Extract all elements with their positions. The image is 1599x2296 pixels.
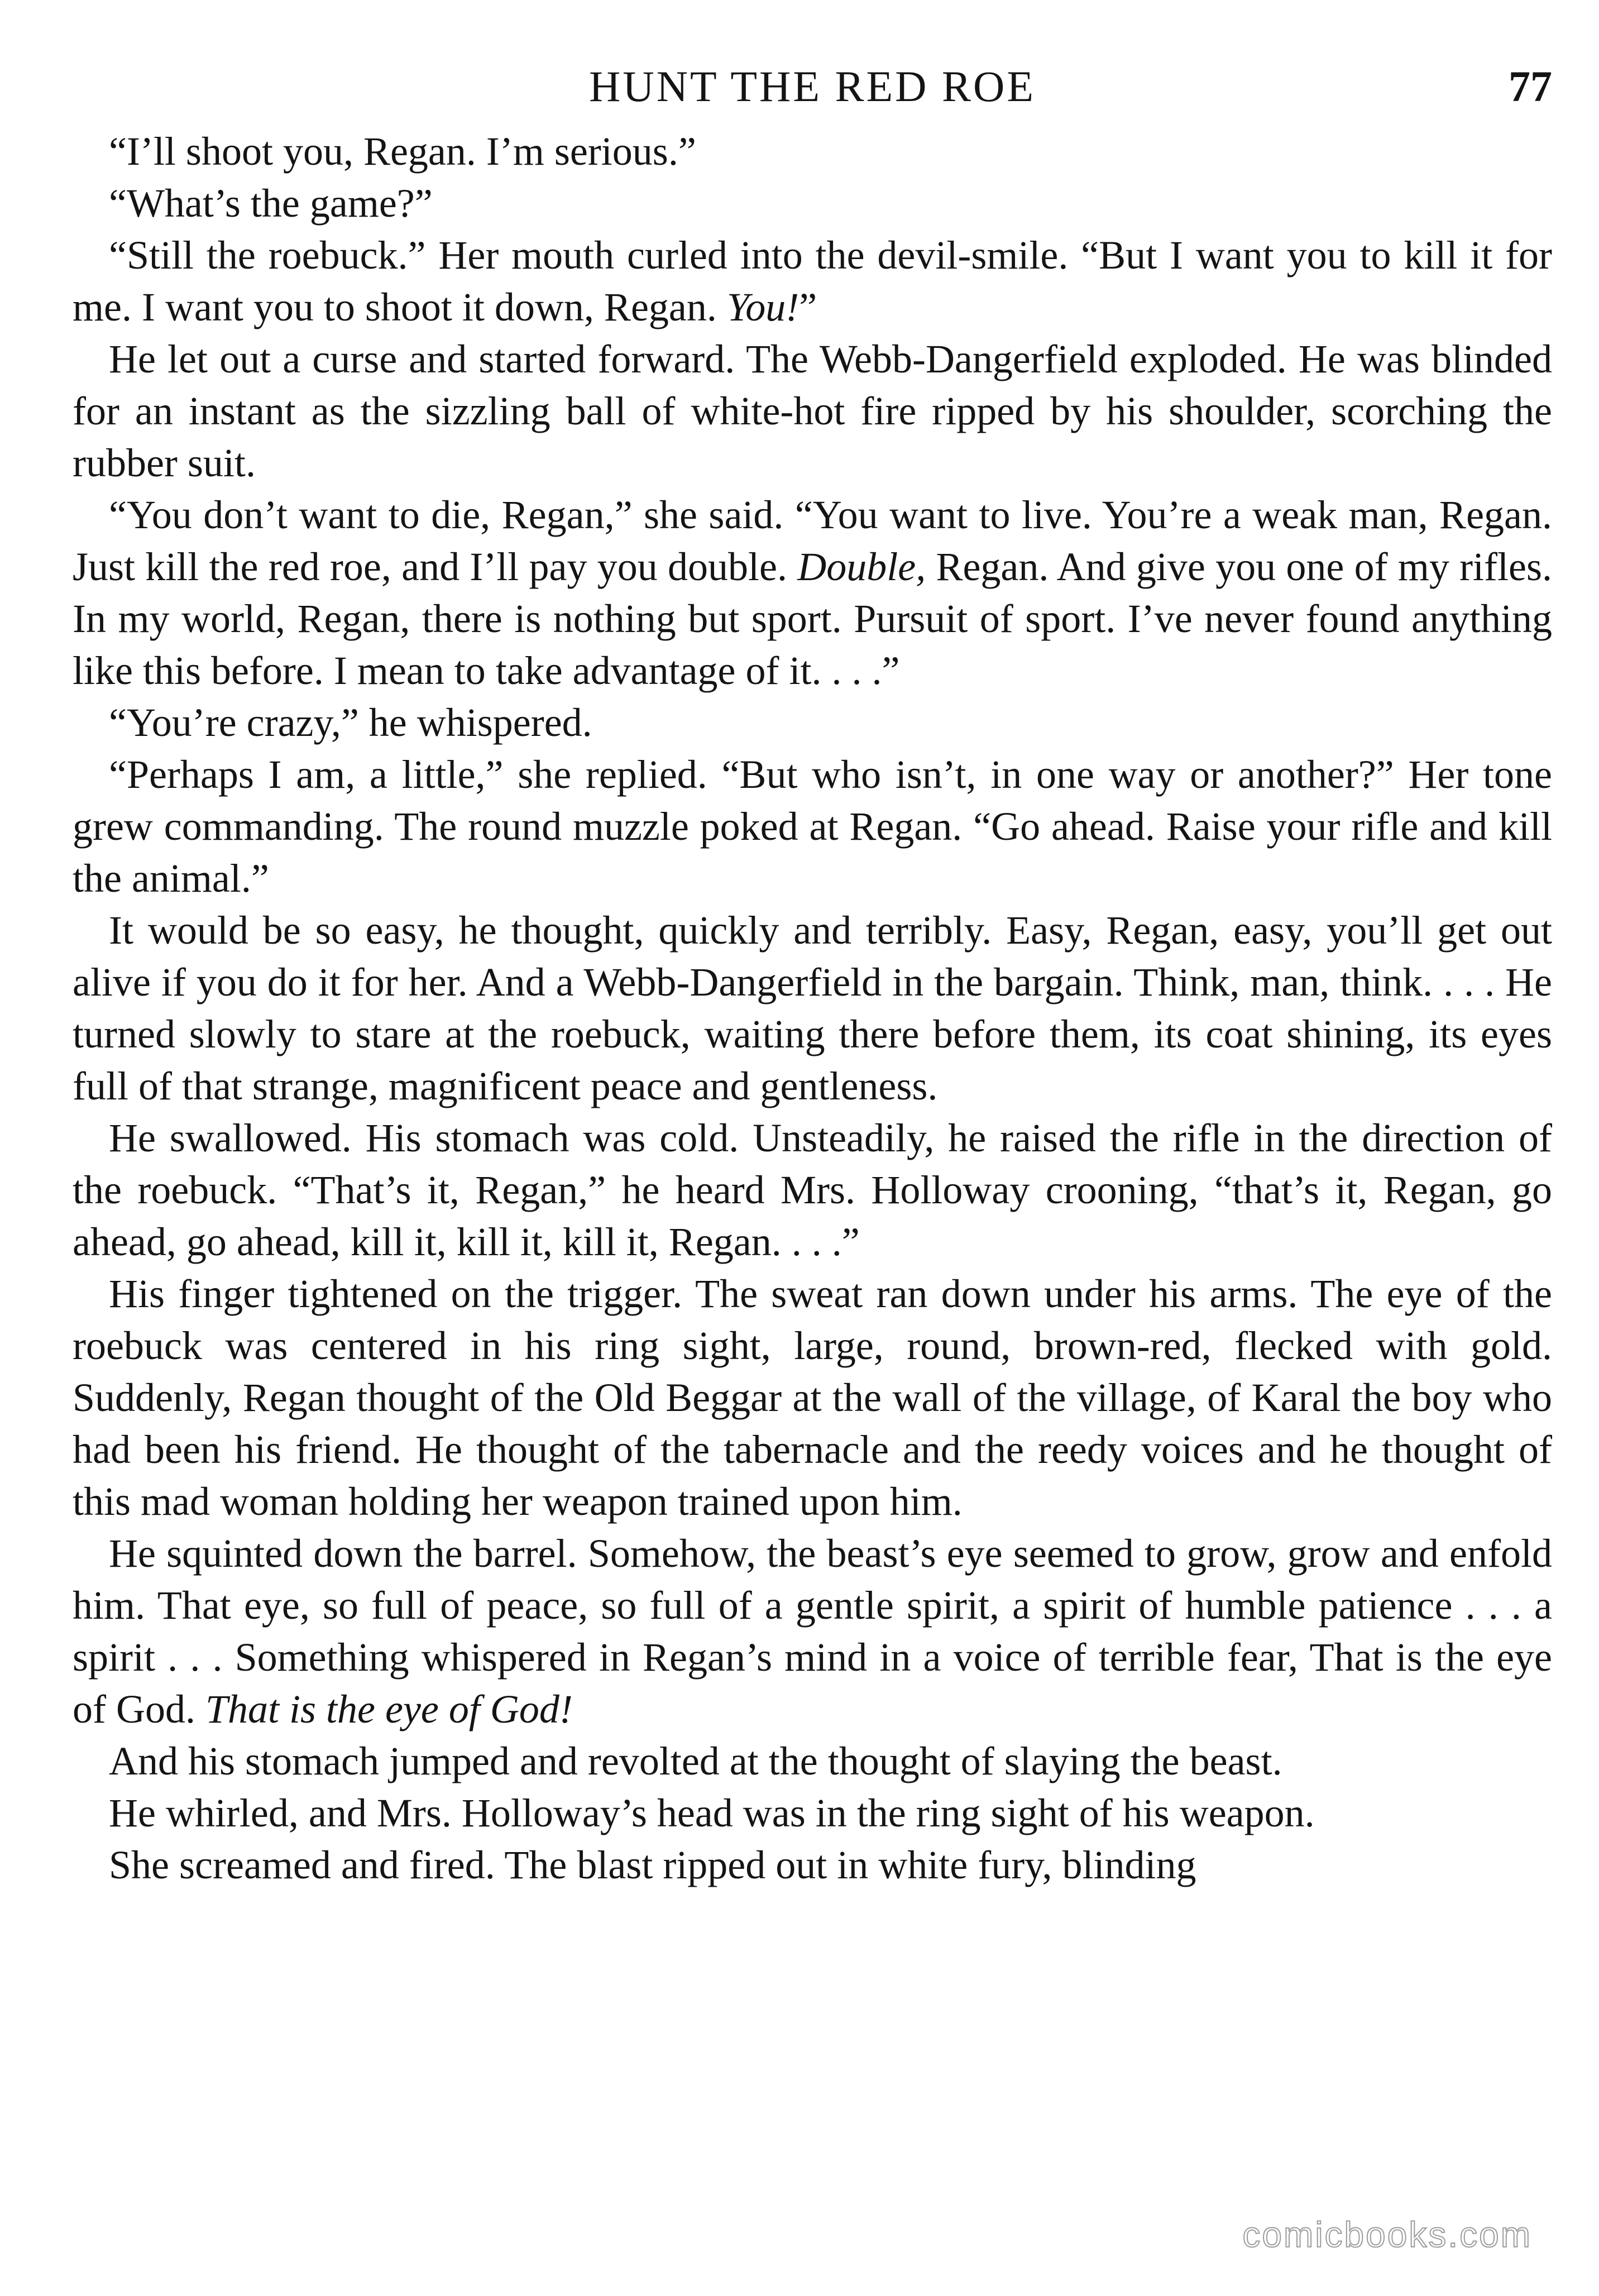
paragraph xyxy=(73,749,1552,905)
paragraph xyxy=(73,1528,1552,1735)
italic-text-run: Double, xyxy=(797,544,926,589)
paragraph xyxy=(73,1268,1552,1528)
paragraph xyxy=(73,697,1552,749)
running-title: HUNT THE RED ROE xyxy=(589,62,1036,111)
page-number: 77 xyxy=(1509,62,1552,111)
text-run: He squinted down the barrel. Somehow, the beast’s eye seemed to grow, grow and enfold him. That eye, so full of peace, so full of a gentle spirit, a spirit of humble patience . . . a spirit . . . Something whispered in Regan’s mind in a voice of terrible fear, That is the eye of God. xyxy=(73,1531,1552,1731)
text-run: He swallowed. His stomach was cold. Unsteadily, he raised the rifle in the direction of the roebuck. “That’s it, Regan,” he heard Mrs. Holloway crooning, “that’s it, Regan, go ahead, go ahead, kill it, kill it, kill it, Regan. . . .” xyxy=(73,1116,1552,1264)
paragraph xyxy=(73,333,1552,489)
paragraph xyxy=(73,1735,1552,1787)
paragraph xyxy=(73,1112,1552,1268)
watermark: comicbooks.com xyxy=(1242,2214,1532,2255)
paragraph xyxy=(73,229,1552,333)
text-run: He let out a curse and started forward. The Webb-Dangerfield exploded. He was blinded for an instant as the sizzling ball of white-hot fire ripped by his shoulder, scorching the rubber suit. xyxy=(73,337,1552,485)
text-run: Regan. And give you one of my rifles. In my world, Regan, there is nothing but sport. Pursuit of sport. I’ve never found anything like this before. I mean to take advantage of it. . . .” xyxy=(73,544,1553,693)
paragraph xyxy=(73,905,1552,1112)
text-run: ” xyxy=(799,285,817,329)
italic-text-run: You! xyxy=(726,285,800,329)
text-run: “You don’t want to die, Regan,” she said. “You want to live. You’re a weak man, Regan. Just kill the red roe, and I’ll pay you double. xyxy=(73,492,1552,589)
running-head xyxy=(73,53,1552,120)
text-run: It would be so easy, he thought, quickly and terribly. Easy, Regan, easy, you’ll get out alive if you do it for her. And a Webb-Dangerfield in the bargain. Think, man, think. . . . He turned slowly to stare at the roebuck, waiting there before them, its coat shining, its eyes full of that strange, magnificent peace and gentleness. xyxy=(73,908,1552,1108)
body-text xyxy=(73,126,1552,1891)
text-run: “I’ll shoot you, Regan. I’m serious.” xyxy=(109,129,696,174)
paragraph xyxy=(73,126,1552,178)
paragraph xyxy=(73,489,1552,697)
paragraph xyxy=(73,1839,1552,1891)
text-run: His finger tightened on the trigger. The sweat ran down under his arms. The eye of the roebuck was centered in his ring sight, large, round, brown-red, flecked with gold. Suddenly, Regan thought of the Old Beggar at the wall of the village, of Karal the boy who had been his friend. He thought of the tabernacle and the reedy voices and he thought of this mad woman holding her weapon trained upon him. xyxy=(73,1271,1552,1524)
italic-text-run: That is the eye of God! xyxy=(205,1687,573,1731)
text-run: She screamed and fired. The blast ripped out in white fury, blinding xyxy=(109,1843,1196,1887)
paragraph xyxy=(73,1787,1552,1839)
text-run: And his stomach jumped and revolted at the thought of slaying the beast. xyxy=(109,1739,1282,1783)
paragraph xyxy=(73,178,1552,229)
text-run: “You’re crazy,” he whispered. xyxy=(109,700,592,745)
text-run: “Still the roebuck.” Her mouth curled into the devil-smile. “But I want you to kill it for me. I want you to shoot it down, Regan. xyxy=(73,233,1552,329)
text-run: “What’s the game?” xyxy=(109,181,433,226)
text-run: “Perhaps I am, a little,” she replied. “But who isn’t, in one way or another?” Her tone grew commanding. The round muzzle poked at Regan. “Go ahead. Raise your rifle and kill the animal.” xyxy=(73,752,1552,901)
text-run: He whirled, and Mrs. Holloway’s head was in the ring sight of his weapon. xyxy=(109,1791,1315,1835)
